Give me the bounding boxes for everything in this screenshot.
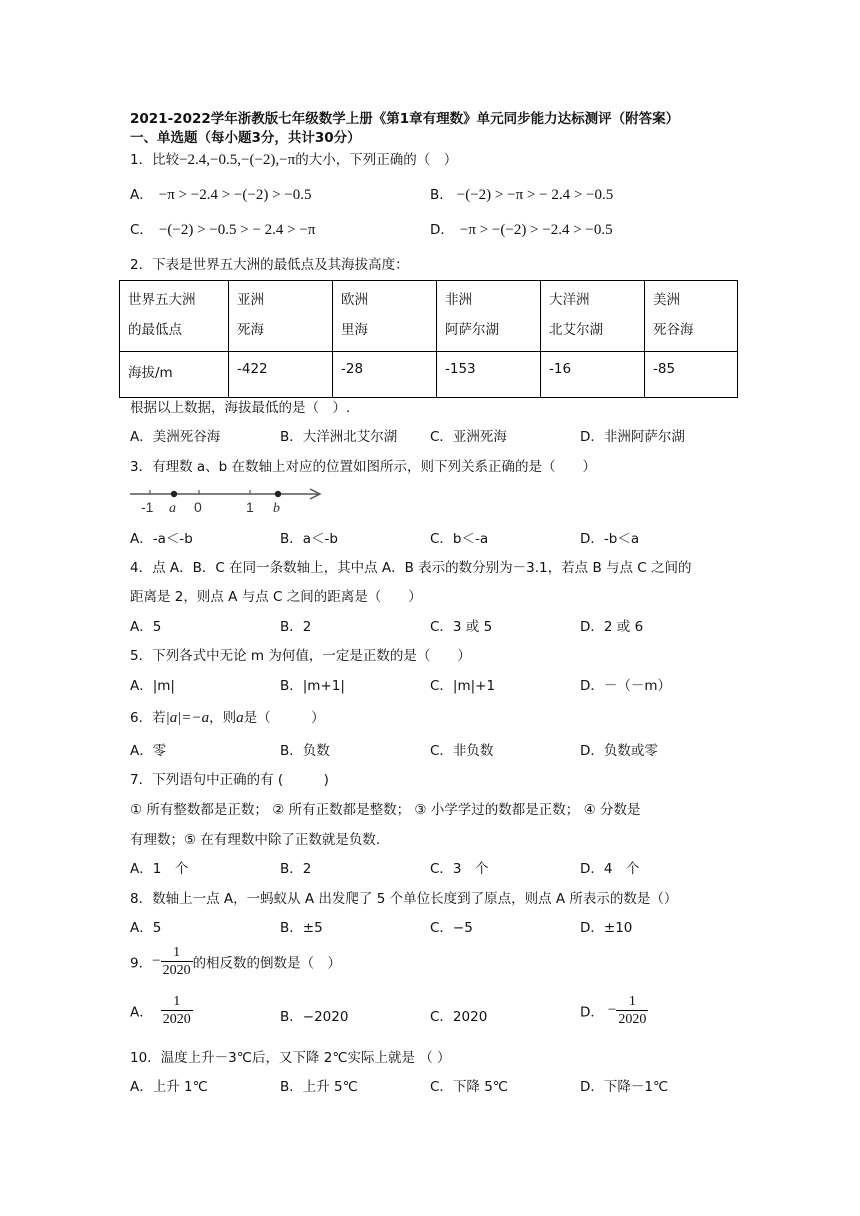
question-9-stem: 9．− $\frac{1}{2020}$ 的相反数的倒数是（ ） bbox=[130, 945, 342, 978]
q4-option-d[interactable]: D．2 或 6 bbox=[580, 619, 644, 635]
circled-number: ⑤ bbox=[184, 832, 197, 848]
doc-title: 2021-2022学年浙教版七年级数学上册《第1章有理数》单元同步能力达标测评（附答案） bbox=[130, 111, 680, 127]
question-2-follow: 根据以上数据，海拔最低的是（ ）. bbox=[130, 400, 351, 416]
table-row-label: 海拔/m bbox=[120, 352, 229, 398]
table-header-cell: 世界五大洲 bbox=[128, 292, 196, 308]
table-header-cell: 非洲 bbox=[445, 292, 472, 308]
q7-option-d[interactable]: D．4 个 bbox=[580, 861, 640, 877]
q1-option-d[interactable]: D． −π > −(−2) > −2.4 > −0.5 bbox=[430, 222, 613, 238]
table-cell: -422 bbox=[229, 352, 333, 398]
question-5-stem: 5．下列各式中无论 m 为何值，一定是正数的是（ ） bbox=[130, 648, 471, 664]
q3-option-a[interactable]: A．-a＜-b bbox=[130, 531, 193, 547]
table-header-cell: 大洋洲 bbox=[549, 292, 590, 308]
question-6-stem: 6．若|a|=−a，则a是（ ） bbox=[130, 710, 325, 726]
table-header-cell: 亚洲 bbox=[237, 292, 264, 308]
q3-option-c[interactable]: C．b＜-a bbox=[430, 531, 489, 547]
q4-option-b[interactable]: B．2 bbox=[280, 619, 312, 635]
q8-option-c[interactable]: C．−5 bbox=[430, 920, 473, 936]
fraction: $\frac{1}{2020}$ bbox=[162, 945, 191, 978]
question-10-stem: 10．温度上升－3℃后，又下降 2℃实际上就是 （ ） bbox=[130, 1050, 451, 1066]
q1-option-a[interactable]: A． −π > −2.4 > −(−2) > −0.5 bbox=[130, 187, 312, 203]
q3-option-b[interactable]: B．a＜-b bbox=[280, 531, 338, 547]
q5-option-b[interactable]: B．|m+1| bbox=[280, 678, 345, 694]
section-heading: 一、单选题（每小题3分，共计30分） bbox=[130, 130, 361, 146]
question-4-stem-line2: 距离是 2，则点 A 与点 C 之间的距离是（ ） bbox=[130, 589, 422, 605]
q7-option-a[interactable]: A．1 个 bbox=[130, 861, 189, 877]
q4-option-a[interactable]: A．5 bbox=[130, 619, 162, 635]
q6-option-c[interactable]: C．非负数 bbox=[430, 743, 494, 759]
q9-option-c[interactable]: C．2020 bbox=[430, 1009, 488, 1025]
q2-option-b[interactable]: B．大洋洲北艾尔湖 bbox=[280, 429, 398, 445]
circled-number: ① bbox=[130, 802, 143, 818]
table-header-cell: 美洲 bbox=[653, 292, 680, 308]
q10-option-c[interactable]: C．下降 5℃ bbox=[430, 1079, 508, 1095]
q6-option-b[interactable]: B．负数 bbox=[280, 743, 330, 759]
q7-option-b[interactable]: B．2 bbox=[280, 861, 312, 877]
q8-option-d[interactable]: D．±10 bbox=[580, 920, 633, 936]
q2-option-c[interactable]: C．亚洲死海 bbox=[430, 429, 507, 445]
point-label-a: a bbox=[169, 501, 176, 516]
question-4-stem-line1: 4．点 A．B．C 在同一条数轴上，其中点 A．B 表示的数分别为－3.1，若点 B 与点 C 之间的 bbox=[130, 560, 692, 576]
q5-option-c[interactable]: C．|m|+1 bbox=[430, 678, 496, 694]
question-1-stem: 1．比较−2.4,−0.5,−(−2),−π的大小，下列正确的（ ） bbox=[130, 152, 458, 168]
q1-option-c[interactable]: C． −(−2) > −0.5 > − 2.4 > −π bbox=[130, 222, 316, 238]
table-cell: -16 bbox=[541, 352, 645, 398]
circled-number: ③ bbox=[414, 802, 427, 818]
question-8-stem: 8．数轴上一点 A，一蚂蚁从 A 出发爬了 5 个单位长度到了原点，则点 A 所表示的数是（） bbox=[130, 891, 678, 907]
q5-option-d[interactable]: D．－（－m） bbox=[580, 678, 672, 694]
q9-option-d[interactable]: D． − $\frac{1}{2020}$ bbox=[580, 994, 647, 1027]
question-7-statements-line2: 有理数；⑤ 在有理数中除了正数就是负数. bbox=[130, 832, 381, 848]
q10-option-a[interactable]: A．上升 1℃ bbox=[130, 1079, 208, 1095]
q6-option-a[interactable]: A．零 bbox=[130, 743, 167, 759]
q1-option-b[interactable]: B． −(−2) > −π > − 2.4 > −0.5 bbox=[430, 187, 614, 203]
tick-label: -1 bbox=[141, 499, 154, 515]
q10-option-b[interactable]: B．上升 5℃ bbox=[280, 1079, 358, 1095]
fraction: $\frac{1}{2020}$ bbox=[162, 994, 191, 1027]
point-a bbox=[171, 491, 177, 497]
q5-option-a[interactable]: A．|m| bbox=[130, 678, 175, 694]
q8-option-a[interactable]: A．5 bbox=[130, 920, 162, 936]
point-label-b: b bbox=[273, 501, 280, 516]
question-3-stem: 3．有理数 a、b 在数轴上对应的位置如图所示，则下列关系正确的是（ ） bbox=[130, 459, 597, 475]
circled-number: ② bbox=[272, 802, 285, 818]
q9-option-a[interactable]: A． $\frac{1}{2020}$ bbox=[130, 994, 191, 1027]
lowest-points-table: 世界五大洲 的最低点 亚洲 死海 欧洲 里海 非洲 阿萨尔湖 大洋洲 北艾尔湖 美洲 死谷海 海拔/m -422 -28 -153 -16 -85 bbox=[119, 280, 738, 398]
point-b bbox=[275, 491, 281, 497]
q4-option-c[interactable]: C．3 或 5 bbox=[430, 619, 493, 635]
q6-option-d[interactable]: D．负数或零 bbox=[580, 743, 658, 759]
q7-option-c[interactable]: C．3 个 bbox=[430, 861, 489, 877]
question-7-stem: 7．下列语句中正确的有 ( ) bbox=[130, 772, 329, 788]
table-header-cell: 欧洲 bbox=[341, 292, 368, 308]
tick-label: 1 bbox=[246, 499, 254, 515]
question-7-statements-line1: ① 所有整数都是正数； ② 所有正数都是整数； ③ 小学学过的数都是正数； ④ 分数是 bbox=[130, 802, 641, 818]
table-cell: -85 bbox=[645, 352, 738, 398]
number-line-figure bbox=[128, 482, 328, 516]
q10-option-d[interactable]: D．下降－1℃ bbox=[580, 1079, 669, 1095]
q2-option-a[interactable]: A．美洲死谷海 bbox=[130, 429, 221, 445]
fraction: $\frac{1}{2020}$ bbox=[618, 994, 647, 1027]
tick-label: 0 bbox=[194, 499, 202, 515]
table-cell: -153 bbox=[437, 352, 541, 398]
q2-option-d[interactable]: D．非洲阿萨尔湖 bbox=[580, 429, 685, 445]
q3-option-d[interactable]: D．-b＜a bbox=[580, 531, 640, 547]
circled-number: ④ bbox=[583, 802, 596, 818]
table-cell: -28 bbox=[333, 352, 437, 398]
q8-option-b[interactable]: B．±5 bbox=[280, 920, 323, 936]
q9-option-b[interactable]: B．−2020 bbox=[280, 1009, 349, 1025]
question-2-stem: 2．下表是世界五大洲的最低点及其海拔高度： bbox=[130, 257, 409, 273]
